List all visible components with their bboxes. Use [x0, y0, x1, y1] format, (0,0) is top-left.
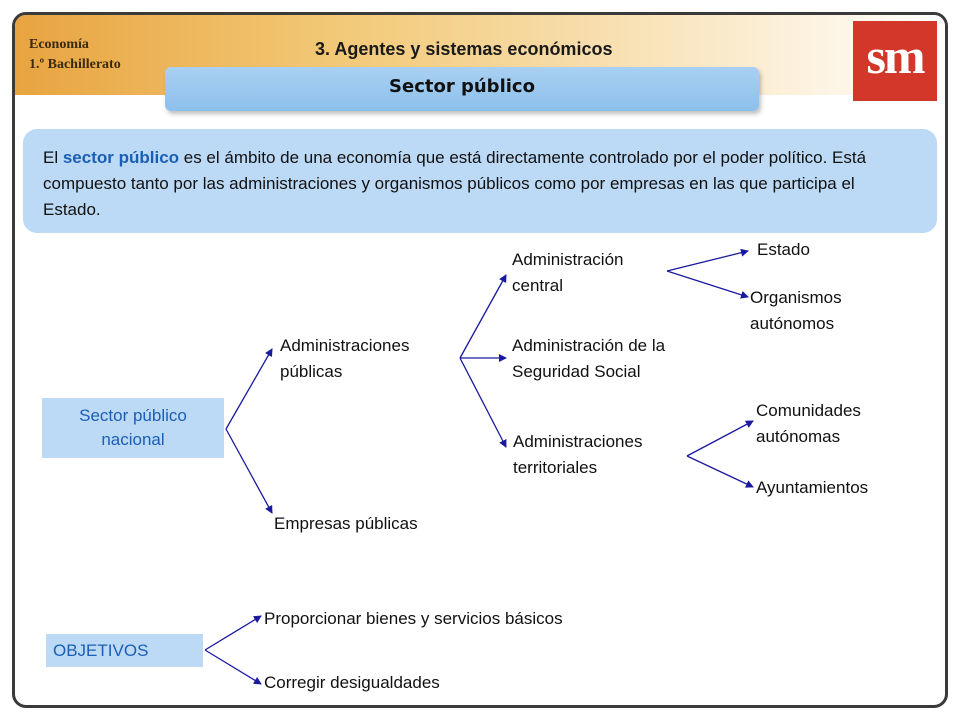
- node-admin-territoriales-l1: Administraciones: [513, 432, 643, 451]
- arrow-root-empresas: [226, 429, 272, 513]
- arrow-objetivos-2: [205, 650, 261, 684]
- connector-arrows: [15, 15, 945, 705]
- intro-text-1: El: [43, 148, 63, 167]
- node-seg-social-l2: Seguridad Social: [512, 362, 641, 381]
- arrow-admin-territoriales: [460, 358, 506, 447]
- objetivo-item-1: Proporcionar bienes y servicios básicos: [264, 609, 563, 628]
- arrow-central-organismos: [667, 271, 748, 297]
- node-admin-territoriales: [513, 429, 642, 481]
- node-admin-territoriales-l2: territoriales: [513, 458, 598, 477]
- arrow-root-admin: [226, 349, 272, 429]
- node-ayuntamientos: Ayuntamientos: [756, 478, 869, 497]
- node-seg-social-l1: Administración de la: [512, 336, 666, 355]
- node-estado: Estado: [757, 240, 810, 259]
- arrow-territoriales-comunidades: [687, 421, 753, 456]
- node-comunidades-l1: Comunidades: [756, 401, 861, 420]
- arrow-territoriales-ayuntamientos: [687, 456, 753, 487]
- slide-frame: [12, 12, 948, 708]
- root-box: [42, 398, 224, 458]
- root-line1: Sector público: [79, 406, 187, 425]
- section-title: Sector público: [389, 76, 535, 97]
- arrow-central-estado: [667, 251, 748, 271]
- arrow-objetivos-1: [205, 616, 261, 650]
- node-comunidades: [756, 398, 861, 450]
- objetivos-box: OBJETIVOS: [46, 634, 203, 667]
- arrow-admin-central: [460, 275, 506, 358]
- course-level: 1.º Bachillerato: [29, 57, 121, 72]
- node-organismos-l1: Organismos: [750, 288, 842, 307]
- node-organismos-l2: autónomos: [750, 314, 835, 333]
- node-empresas: Empresas públicas: [274, 514, 418, 533]
- root-line2: nacional: [101, 430, 165, 449]
- node-comunidades-l2: autónomas: [756, 427, 841, 446]
- node-admin-central-l1: Administración: [512, 250, 624, 269]
- node-admin-central: [512, 247, 624, 299]
- node-admin-publicas-l1: Administraciones: [280, 336, 410, 355]
- node-admin-publicas: [280, 333, 409, 385]
- node-organismos: [750, 285, 842, 337]
- subject-name: Economía: [29, 37, 89, 52]
- node-admin-publicas-l2: públicas: [280, 362, 343, 381]
- chapter-title: 3. Agentes y sistemas económicos: [315, 39, 613, 59]
- objetivo-item-2: Corregir desigualdades: [264, 673, 440, 692]
- sm-logo-text: sm: [866, 28, 924, 84]
- intro-keyword: sector público: [62, 148, 180, 167]
- node-admin-central-l2: central: [512, 276, 564, 295]
- intro-text-2: es el ámbito de una economía que está directamente controlado por el poder político. Está compuesto tanto por las administraciones y organismos públicos como por empresas en las que participa el Estado.: [43, 148, 867, 219]
- node-seg-social: [512, 333, 665, 385]
